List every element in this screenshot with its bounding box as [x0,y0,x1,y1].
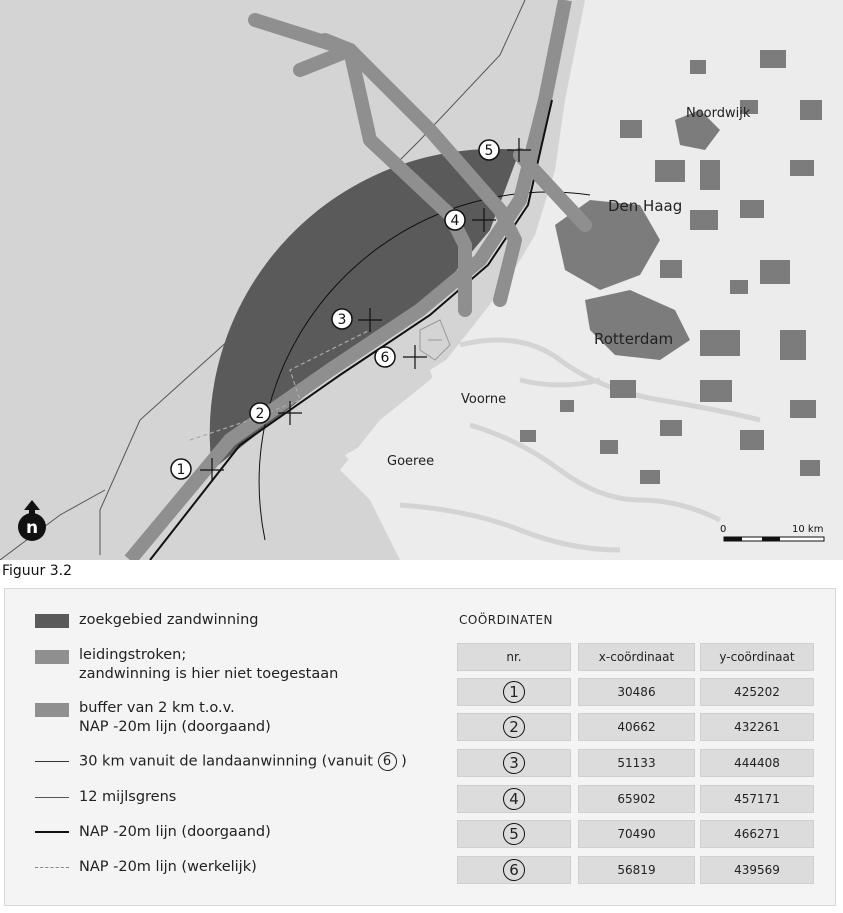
svg-text:4: 4 [450,213,460,229]
place-label-den-haag: Den Haag [608,197,683,215]
point-marker-1 [171,459,191,479]
coord-nr-circle: 2 [503,716,525,738]
coord-y-cell: 439569 [700,856,814,884]
legend-panel [4,588,836,906]
legend-label-mile-limit: 12 mijlsgrens [79,789,177,805]
scale-start-label: 0 [720,524,727,535]
point-marker-6 [375,347,395,367]
place-label-voorne: Voorne [461,392,507,407]
coord-x-cell: 56819 [578,856,695,884]
place-label-goeree: Goeree [387,454,435,469]
legend-radius-circle-6: 6 [378,752,397,771]
legend-swatch-mile-limit [35,797,69,798]
point-marker-4 [445,210,465,230]
coord-nr-circle: 6 [503,859,525,881]
svg-text:5: 5 [484,143,494,159]
coord-nr-cell [457,749,571,777]
coord-header-nr: nr. [457,643,571,671]
coord-nr-cell [457,820,571,848]
coord-nr-circle: 3 [503,752,525,774]
legend-label-pipeline-strips: leidingstroken; zandwinning is hier niet toegestaan [79,647,339,682]
svg-text:n: n [25,518,39,538]
point-marker-5 [479,140,499,160]
coord-y-cell: 444408 [700,749,814,777]
point-marker-2 [250,403,270,423]
svg-text:1: 1 [176,462,186,478]
legend-swatch-radius [35,761,69,762]
coord-nr-cell [457,785,571,813]
legend-label-buffer: buffer van 2 km t.o.v. NAP -20m lijn (doorgaand) [79,700,271,735]
legend-swatch-nap-actual [35,867,69,868]
coord-x-cell: 40662 [578,713,695,741]
coordinates-title: COÖRDINATEN [459,613,554,627]
coord-y-cell: 425202 [700,678,814,706]
coord-y-cell: 432261 [700,713,814,741]
legend-label-search-area: zoekgebied zandwinning [79,612,259,628]
legend-swatch-buffer [35,703,69,717]
figure-caption: Figuur 3.2 [2,563,73,579]
coord-nr-cell [457,713,571,741]
svg-text:6: 6 [380,350,390,366]
coord-y-cell: 466271 [700,820,814,848]
place-label-rotterdam: Rotterdam [594,330,674,348]
coord-x-cell: 65902 [578,785,695,813]
legend-label-nap-actual: NAP -20m lijn (werkelijk) [79,859,257,875]
point-marker-3 [332,309,352,329]
coord-header-x: x-coördinaat [578,643,695,671]
legend-label-radius: 30 km vanuit de landaanwinning (vanuit 6 ) [79,753,407,770]
legend-swatch-nap-continuous [35,831,69,833]
coord-y-cell: 457171 [700,785,814,813]
legend-swatch-search-area [35,614,69,628]
svg-text:2: 2 [255,406,265,422]
coord-nr-circle: 5 [503,823,525,845]
svg-text:3: 3 [337,312,347,328]
coord-header-y: y-coördinaat [700,643,814,671]
coord-nr-cell [457,678,571,706]
coord-x-cell: 51133 [578,749,695,777]
scale-end-label: 10 km [792,524,824,535]
coord-x-cell: 30486 [578,678,695,706]
coord-nr-circle: 4 [503,788,525,810]
coord-nr-cell [457,856,571,884]
coord-nr-circle: 1 [503,681,525,703]
coord-x-cell: 70490 [578,820,695,848]
legend-label-nap-continuous: NAP -20m lijn (doorgaand) [79,824,271,840]
place-label-noordwijk: Noordwijk [686,106,751,121]
legend-swatch-pipeline-strips [35,650,69,664]
